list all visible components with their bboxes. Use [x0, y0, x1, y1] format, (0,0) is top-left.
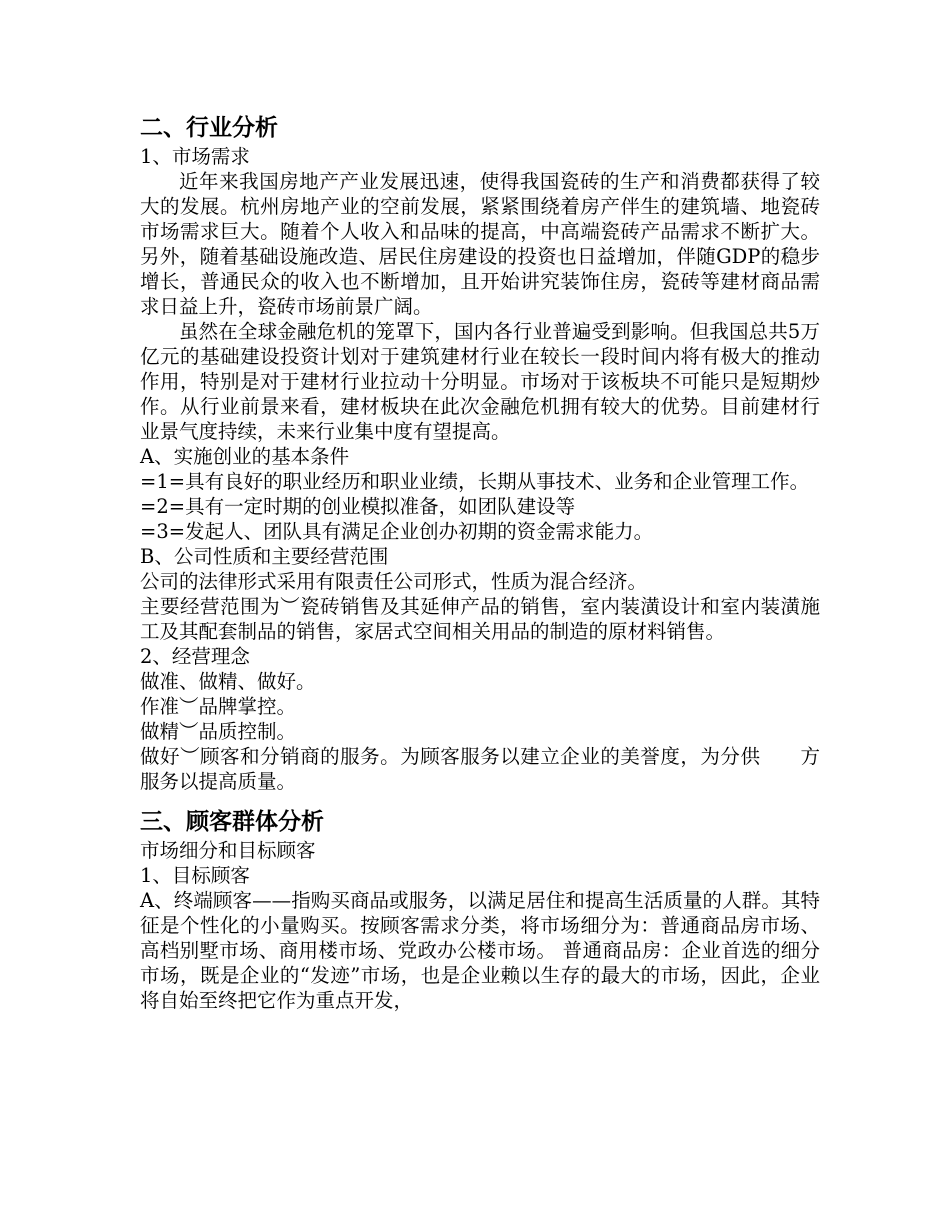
- section-spacer: [140, 794, 820, 806]
- paragraph-business-scope: 主要经营范围为︶瓷砖销售及其延伸产品的销售，室内装潢设计和室内装潢施工及其配套制品的销售，家居式空间相关用品的制造的原材料销售。: [140, 595, 820, 643]
- subheading-market-demand: 1、市场需求: [140, 145, 250, 168]
- subheading-market-segmentation: 市场细分和目标顾客: [140, 839, 316, 862]
- condition-item-3: =3=发起人、团队具有满足企业创办初期的资金需求能力。: [140, 520, 654, 543]
- philosophy-summary: 做准、做精、做好。: [140, 670, 316, 693]
- philosophy-item-3: 做好︶顾客和分销商的服务。为顾客服务以建立企业的美誉度，为分供 方服务以提高质量。: [140, 745, 820, 793]
- subheading-business-philosophy: 2、经营理念: [140, 645, 250, 668]
- paragraph-market-demand-2: 虽然在全球金融危机的笼罩下，国内各行业普遍受到影响。但我国总共5万亿元的基础建设投资计划对于建筑建材行业在较长一段时间内将有极大的推动作用，特别是对于建材行业拉动十分明显。市场对于该板块不可能只是短期炒作。从行业前景来看，建材板块在此次金融危机拥有较大的优势。目前建材行业景气度持续，未来行业集中度有望提高。: [140, 320, 820, 443]
- condition-item-2: =2=具有一定时期的创业模拟准备，如团队建设等: [140, 495, 576, 518]
- philosophy-item-2: 做精︶品质控制。: [140, 720, 297, 743]
- subheading-company-nature: B、公司性质和主要经营范围: [140, 545, 389, 568]
- section-heading-industry-analysis: 二、行业分析: [140, 114, 278, 141]
- philosophy-item-1: 作准︶品牌掌控。: [140, 695, 297, 718]
- section-heading-customer-analysis: 三、顾客群体分析: [140, 808, 324, 835]
- paragraph-end-customers: A、终端顾客——指购买商品或服务，以满足居住和提高生活质量的人群。其特征是个性化的小量购买。按顾客需求分类，将市场细分为：普通商品房市场、高档别墅市场、商用楼市场、党政办公楼市场。 普通商品房：企业首选的细分市场，既是企业的“发迹”市场，也是企业赖以生存的最大的市场，因此，企业将自始至终把它作为重点开发，: [140, 889, 820, 1012]
- paragraph-company-nature: 公司的法律形式采用有限责任公司形式，性质为混合经济。: [140, 570, 648, 593]
- subheading-target-customers: 1、目标顾客: [140, 864, 250, 887]
- subheading-startup-conditions: A、实施创业的基本条件: [140, 445, 350, 468]
- paragraph-market-demand-1: 近年来我国房地产产业发展迅速，使得我国瓷砖的生产和消费都获得了较大的发展。杭州房地产业的空前发展，紧紧围绕着房产伴生的建筑墙、地瓷砖市场需求巨大。随着个人收入和品味的提高，中高端瓷砖产品需求不断扩大。另外，随着基础设施改造、居民住房建设的投资也日益增加，伴随GDP的稳步增长，普通民众的收入也不断增加，且开始讲究装饰住房，瓷砖等建材商品需求日益上升，瓷砖市场前景广阔。: [140, 170, 820, 318]
- document-page: [140, 112, 820, 1013]
- condition-item-1: =1=具有良好的职业经历和职业业绩，长期从事技术、业务和企业管理工作。: [140, 470, 810, 493]
